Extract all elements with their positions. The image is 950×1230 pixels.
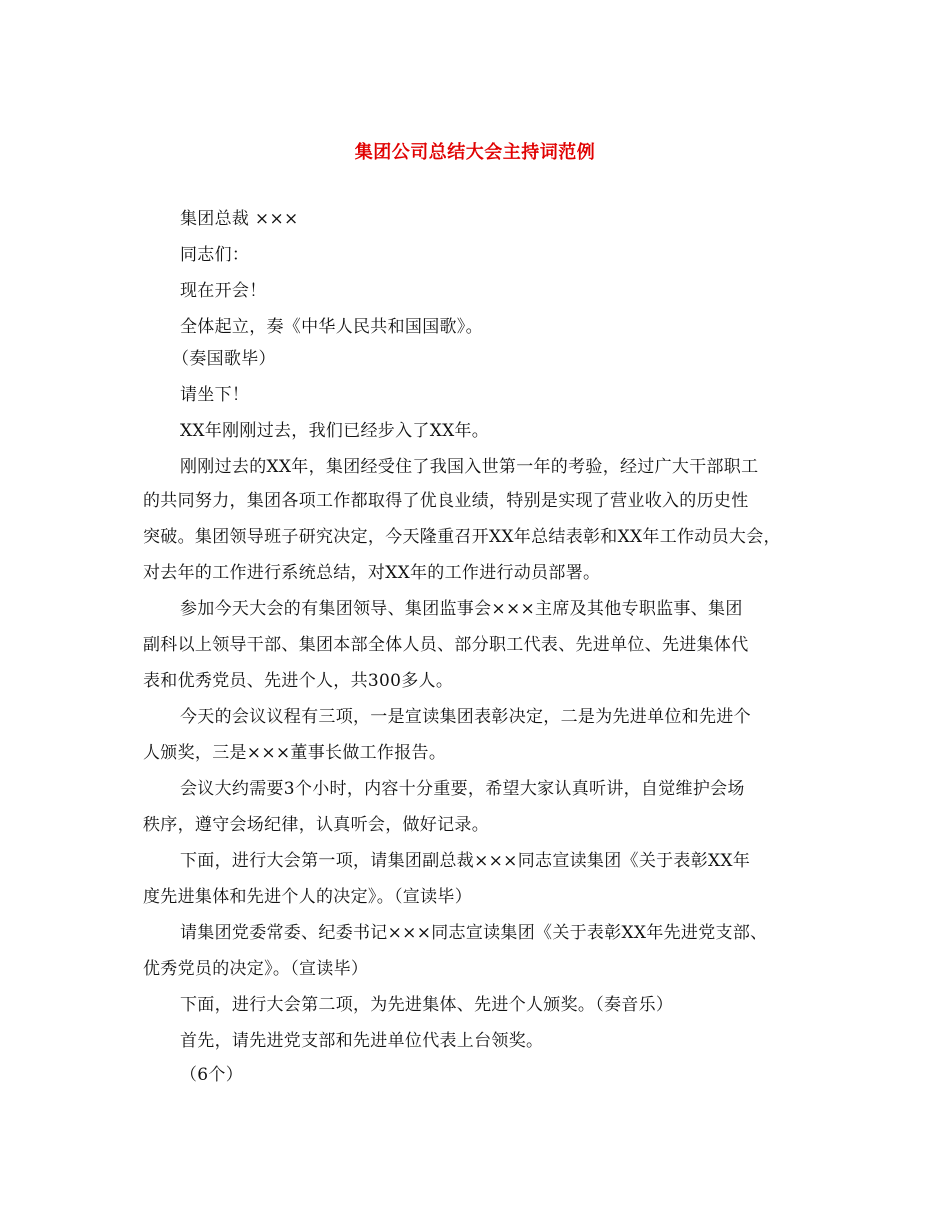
paragraph-line: 请坐下！ [180,385,250,405]
paragraph-line: 对去年的工作进行系统总结，对XX年的工作进行动员部署。 [143,563,601,583]
paragraph-line: 下面，进行大会第二项，为先进集体、先进个人颁奖。（奏音乐） [180,995,674,1015]
paragraph-line: （奏国歌毕） [172,349,276,369]
paragraph-line: 今天的会议议程有三项，一是宣读集团表彰决定，二是为先进单位和先进个 [180,707,751,727]
paragraph-line: 下面，进行大会第一项，请集团副总裁×××同志宣读集团《关于表彰XX年 [180,851,751,871]
paragraph-line: 突破。集团领导班子研究决定，今天隆重召开XX年总结表彰和XX年工作动员大会， [143,527,781,547]
document-title: 集团公司总结大会主持词范例 [354,142,596,163]
paragraph-line: 首先，请先进党支部和先进单位代表上台领奖。 [180,1031,544,1051]
paragraph-line: 全体起立，奏《中华人民共和国国歌》。 [180,317,483,337]
paragraph-line: 集团总裁 ××× [180,209,299,229]
paragraph-line: 请集团党委常委、纪委书记×××同志宣读集团《关于表彰XX年先进党支部、 [180,923,768,943]
paragraph-line: 度先进集体和先进个人的决定》。（宣读毕） [143,887,472,907]
paragraph-line: 秩序，遵守会场纪律，认真听会，做好记录。 [143,815,489,835]
paragraph-line: 的共同努力，集团各项工作都取得了优良业绩，特别是实现了营业收入的历史性 [143,491,749,511]
paragraph-line: 会议大约需要3个小时，内容十分重要，希望大家认真听讲，自觉维护会场 [180,779,745,799]
paragraph-line: XX年刚刚过去，我们已经步入了XX年。 [180,421,490,441]
paragraph-line: 现在开会！ [180,281,267,301]
paragraph-line: 刚刚过去的XX年，集团经受住了我国入世第一年的考验，经过广大干部职工 [180,457,759,477]
paragraph-line: 参加今天大会的有集团领导、集团监事会×××主席及其他专职监事、集团 [180,599,743,619]
paragraph-line: 副科以上领导干部、集团本部全体人员、部分职工代表、先进单位、先进集体代 [143,635,749,655]
paragraph-line: 表和优秀党员、先进个人，共300多人。 [143,671,454,691]
paragraph-line: 同志们： [180,245,250,265]
paragraph-line: （6个） [180,1065,244,1085]
paragraph-line: 优秀党员的决定》。（宣读毕） [143,959,369,979]
paragraph-line: 人颁奖，三是×××董事长做工作报告。 [143,743,447,763]
